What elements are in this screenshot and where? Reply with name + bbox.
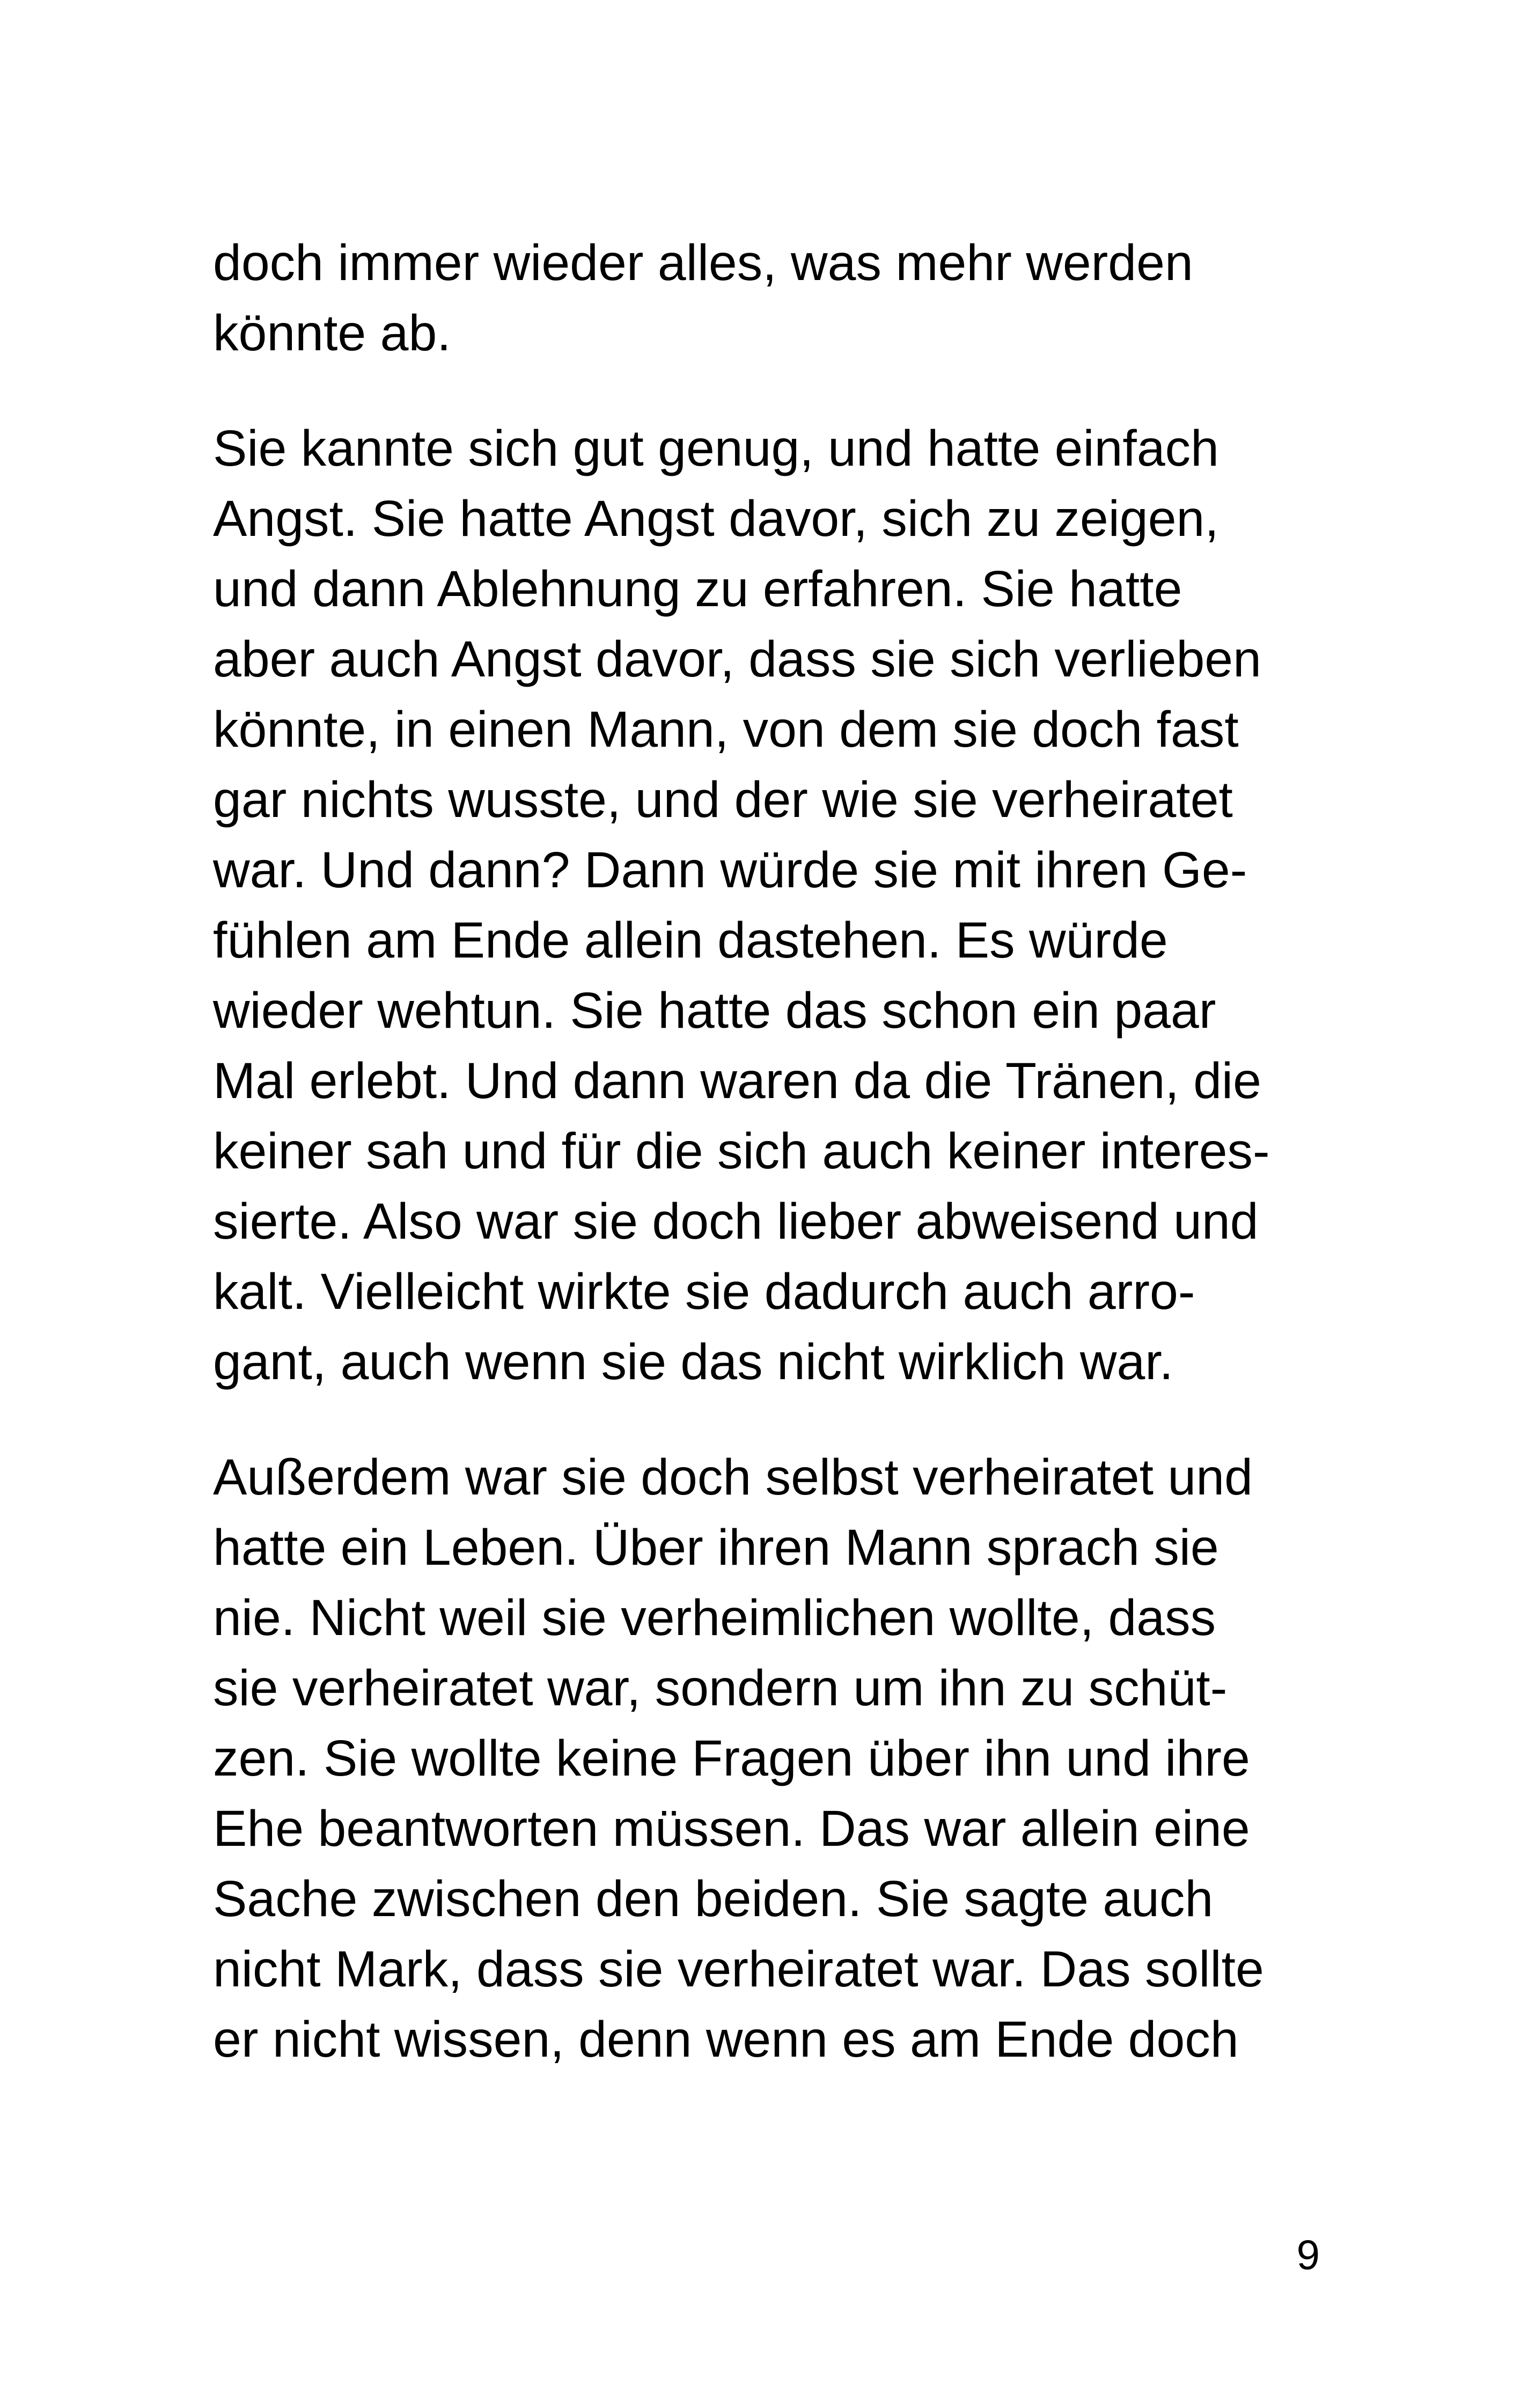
paragraph-3 [213,1442,1329,2075]
paragraph-2 [213,414,1329,1397]
text-line: und dann Ablehnung zu erfahren. Sie hatte [213,561,1182,617]
text-line: Sache zwischen den beiden. Sie sagte auch [213,1871,1214,1927]
text-line: zen. Sie wollte keine Fragen über ihn und ihre [213,1730,1250,1787]
text-line: gant, auch wenn sie das nicht wirklich war. [213,1334,1174,1390]
text-line: sie verheiratet war, sondern um ihn zu schüt- [213,1660,1228,1717]
text-line: Außerdem war sie doch selbst verheiratet und [213,1449,1253,1506]
text-line: gar nichts wusste, und der wie sie verheiratet [213,771,1233,828]
text-line: Ehe beantworten müssen. Das war allein eine [213,1800,1250,1857]
text-line: sierte. Also war sie doch lieber abweisend und [213,1193,1259,1250]
text-line: nie. Nicht weil sie verheimlichen wollte, dass [213,1589,1216,1646]
page-number: 9 [1296,2231,1320,2278]
text-line: Sie kannte sich gut genug, und hatte einfach [213,420,1219,477]
text-line: war. Und dann? Dann würde sie mit ihren Ge- [213,842,1247,899]
text-line: könnte, in einen Mann, von dem sie doch fast [213,701,1239,758]
body-text [213,228,1329,2075]
text-line: keiner sah und für die sich auch keiner interes- [213,1123,1270,1180]
text-line: aber auch Angst davor, dass sie sich verlieben [213,631,1261,688]
text-line: könnte ab. [213,305,451,362]
paragraph-1 [213,228,1329,369]
text-line: kalt. Vielleicht wirkte sie dadurch auch arro- [213,1263,1195,1320]
text-line: wieder wehtun. Sie hatte das schon ein paar [213,982,1216,1039]
text-line: er nicht wissen, denn wenn es am Ende doch [213,2011,1239,2068]
text-line: hatte ein Leben. Über ihren Mann sprach sie [213,1519,1219,1576]
text-line: Angst. Sie hatte Angst davor, sich zu zeigen, [213,490,1219,547]
text-line: Mal erlebt. Und dann waren da die Tränen, die [213,1052,1261,1109]
text-line: nicht Mark, dass sie verheiratet war. Das sollte [213,1941,1264,1998]
text-line: fühlen am Ende allein dastehen. Es würde [213,912,1168,969]
text-line: doch immer wieder alles, was mehr werden [213,234,1193,291]
